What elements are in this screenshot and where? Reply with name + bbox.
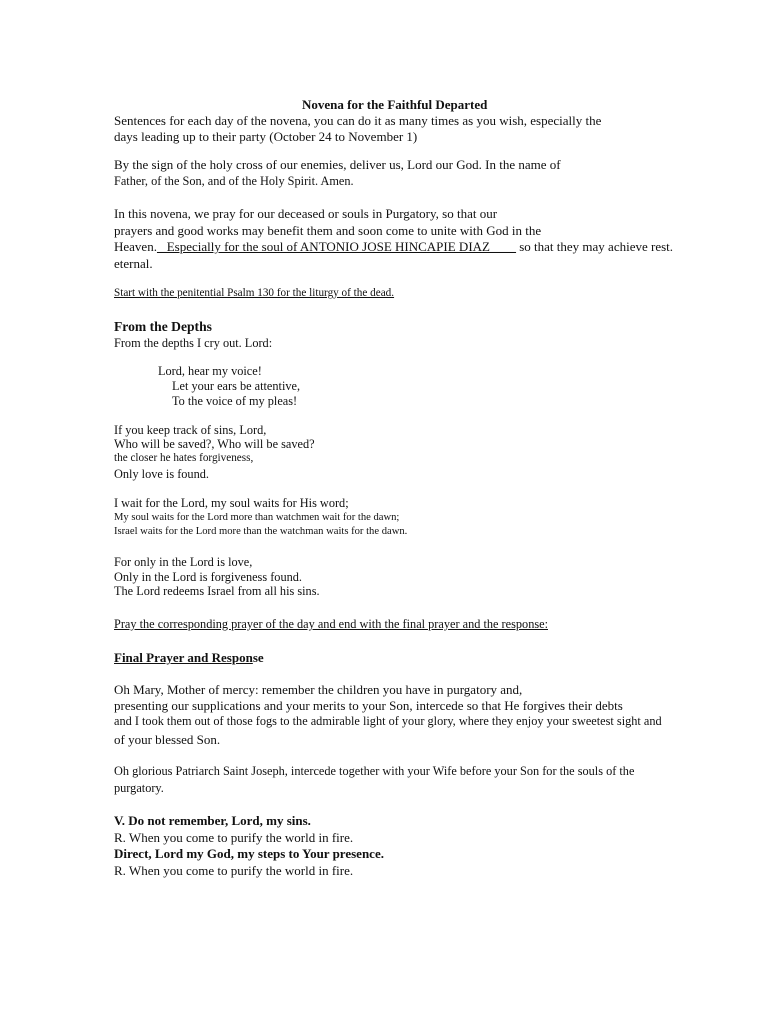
psalm-heading: From the Depths <box>114 319 212 334</box>
purpose-line-3 <box>114 240 673 253</box>
mary-prayer-line-1: Oh Mary, Mother of mercy: remember the children you have in purgatory and, <box>114 682 523 697</box>
final-prayer-heading-rest: se <box>252 650 264 665</box>
psalm-instruction: Start with the penitential Psalm 130 for the liturgy of the dead. <box>114 287 395 299</box>
sign-of-cross-line-2: Father, of the Son, and of the Holy Spirit. Amen. <box>114 174 354 188</box>
psalm-stanza4-line-2: Only in the Lord is forgiveness found. <box>114 570 302 584</box>
final-prayer-heading-underlined: Final Prayer and Respon <box>114 650 253 665</box>
final-prayer-heading <box>114 651 264 664</box>
sign-of-cross-line-1: By the sign of the holy cross of our enemies, deliver us, Lord our God. In the name of <box>114 157 561 172</box>
psalm-stanza4-line-1: For only in the Lord is love, <box>114 555 253 569</box>
purpose-line-2: prayers and good works may benefit them and soon come to unite with God in the <box>114 223 542 238</box>
mary-prayer-line-3: and I took them out of those fogs to the admirable light of your glory, where they enjoy your sweetest sight and <box>114 714 662 728</box>
purpose-line-4: eternal. <box>114 256 153 271</box>
purpose-line-3-end: so that they may achieve rest. <box>515 239 674 254</box>
psalm-stanza2-line-4: Only love is found. <box>114 467 209 481</box>
psalm-stanza2-line-3: the closer he hates forgiveness, <box>114 452 254 464</box>
joseph-prayer-line-2: purgatory. <box>114 781 164 795</box>
mary-prayer-line-4: of your blessed Son. <box>114 732 221 747</box>
psalm-opening: From the depths I cry out. Lord: <box>114 336 273 350</box>
response-2: R. When you come to purify the world in fire. <box>114 863 354 878</box>
psalm-stanza3-line-1: I wait for the Lord, my soul waits for His word; <box>114 496 349 510</box>
psalm-stanza2-line-2: Who will be saved?, Who will be saved? <box>114 437 315 451</box>
intro-line-1: Sentences for each day of the novena, you can do it as many times as you wish, especially the <box>114 113 602 128</box>
psalm-stanza1-line-2: Let your ears be attentive, <box>172 379 301 393</box>
psalm-stanza3-line-2: My soul waits for the Lord more than watchmen wait for the dawn; <box>114 512 400 523</box>
psalm-stanza1-line-1: Lord, hear my voice! <box>158 364 262 378</box>
purpose-line-3-start: Heaven. <box>114 239 157 254</box>
intro-line-2: days leading up to their party (October 24 to November 1) <box>114 129 418 144</box>
versicle-1: V. Do not remember, Lord, my sins. <box>114 813 311 828</box>
mary-prayer-line-2: presenting our supplications and your merits to your Son, intercede so that He forgives their debts <box>114 698 623 713</box>
page-title: Novena for the Faithful Departed <box>302 97 488 112</box>
deceased-name-field: _Especially for the soul of ANTONIO JOSE HINCAPIE DIAZ____ <box>156 239 516 254</box>
psalm-stanza1-line-3: To the voice of my pleas! <box>172 394 298 408</box>
psalm-stanza2-line-1: If you keep track of sins, Lord, <box>114 423 267 437</box>
purpose-line-1: In this novena, we pray for our deceased or souls in Purgatory, so that our <box>114 206 498 221</box>
psalm-stanza4-line-3: The Lord redeems Israel from all his sins. <box>114 584 320 598</box>
day-prayer-instruction: Pray the corresponding prayer of the day and end with the final prayer and the response: <box>114 617 548 631</box>
versicle-2: Direct, Lord my God, my steps to Your presence. <box>114 846 384 861</box>
psalm-stanza3-line-3: Israel waits for the Lord more than the watchman waits for the dawn. <box>114 526 408 537</box>
response-1: R. When you come to purify the world in fire. <box>114 830 354 845</box>
joseph-prayer-line-1: Oh glorious Patriarch Saint Joseph, intercede together with your Wife before your Son for the souls of the <box>114 764 635 778</box>
